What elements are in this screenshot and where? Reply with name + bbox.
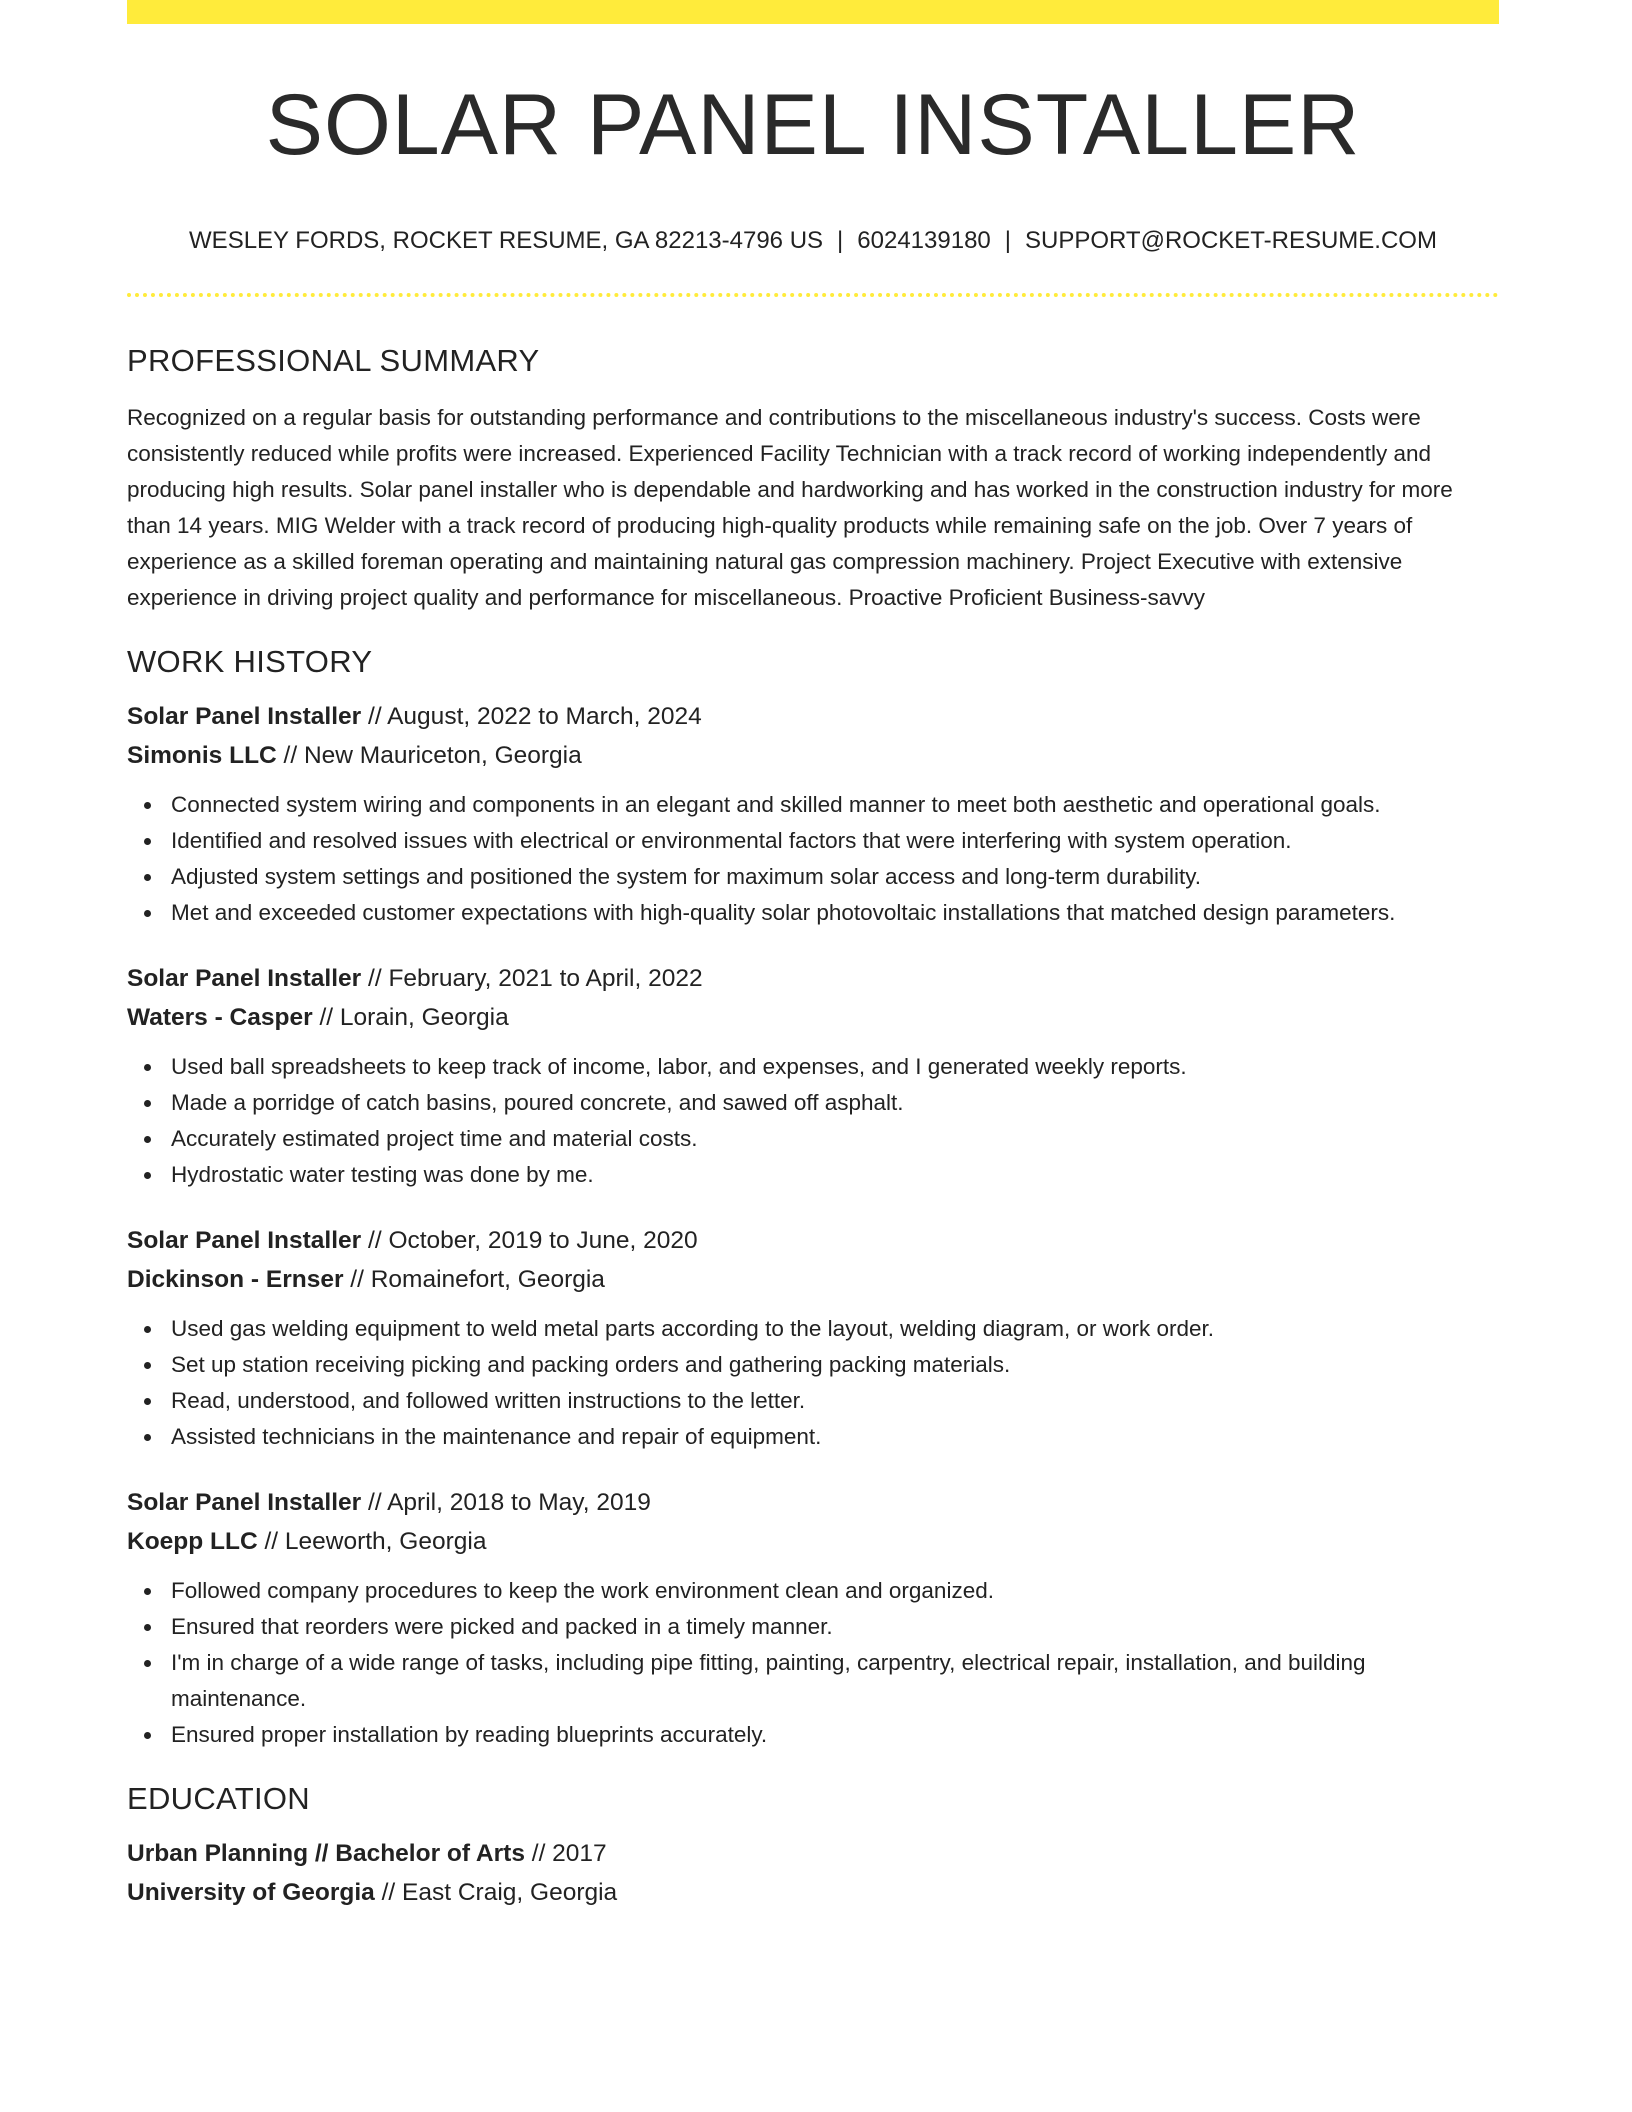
resume-title: SOLAR PANEL INSTALLER	[265, 77, 1361, 173]
job-bullet: Adjusted system settings and positioned the system for maximum solar access and long-term durability.	[127, 859, 1499, 895]
job-bullet: Connected system wiring and components in an elegant and skilled manner to meet both aesthetic and operational goals.	[127, 787, 1499, 823]
job-bullet: Ensured that reorders were picked and packed in a timely manner.	[127, 1609, 1499, 1645]
accent-bar	[127, 0, 1499, 24]
contact-email: SUPPORT@ROCKET-RESUME.COM	[1025, 227, 1437, 254]
job-bullet: Made a porridge of catch basins, poured concrete, and sawed off asphalt.	[127, 1085, 1499, 1121]
job-bullet: Met and exceeded customer expectations with high-quality solar photovoltaic installations that matched design parameters.	[127, 895, 1499, 931]
job-entry	[127, 1483, 1499, 1753]
job-bullet: Identified and resolved issues with electrical or environmental factors that were interfering with system operation.	[127, 823, 1499, 859]
job-title-line	[127, 959, 1499, 998]
contact-phone: 6024139180	[857, 227, 991, 254]
job-location: // Leeworth, Georgia	[257, 1528, 487, 1555]
job-title: Solar Panel Installer	[127, 703, 362, 730]
job-company: Dickinson - Ernser	[127, 1266, 344, 1293]
job-bullet: Assisted technicians in the maintenance and repair of equipment.	[127, 1419, 1499, 1455]
job-bullets	[127, 1311, 1499, 1455]
job-dates: // October, 2019 to June, 2020	[361, 1227, 698, 1254]
education-school: University of Georgia	[127, 1879, 375, 1906]
work-history-heading: WORK HISTORY	[127, 644, 373, 679]
job-bullet: Accurately estimated project time and material costs.	[127, 1121, 1499, 1157]
job-dates: // February, 2021 to April, 2022	[361, 965, 703, 992]
summary-heading: PROFESSIONAL SUMMARY	[127, 343, 540, 378]
job-location: // Lorain, Georgia	[312, 1004, 509, 1031]
job-company-line	[127, 998, 1499, 1037]
job-title: Solar Panel Installer	[127, 965, 362, 992]
contact-address: WESLEY FORDS, ROCKET RESUME, GA 82213-4796 US	[189, 227, 824, 254]
job-bullets	[127, 1049, 1499, 1193]
education-year: // 2017	[524, 1840, 607, 1867]
education-degree: Urban Planning // Bachelor of Arts	[127, 1840, 525, 1867]
education-entry	[127, 1834, 1499, 1912]
job-location: // New Mauriceton, Georgia	[276, 742, 582, 769]
resume-page	[127, 0, 1499, 1912]
summary-text: Recognized on a regular basis for outstanding performance and contributions to the miscellaneous industry's success. Costs were consistently reduced while profits were increased. Experienced Facility Technician with a track record of working independently and producing high results. Solar panel installer who is dependable and hardworking and has worked in the construction industry for more than 14 years. MIG Welder with a track record of producing high-quality products while remaining safe on the job. Over 7 years of experience as a skilled foreman operating and maintaining natural gas compression machinery. Project Executive with extensive experience in driving project quality and performance for miscellaneous. Proactive Proficient Business-savvy	[127, 405, 1453, 610]
job-entry	[127, 1221, 1499, 1455]
job-bullets	[127, 1573, 1499, 1753]
job-company: Koepp LLC	[127, 1528, 258, 1555]
education-school-line	[127, 1873, 1499, 1912]
job-company-line	[127, 736, 1499, 775]
contact-separator: |	[1004, 227, 1011, 254]
job-bullet: Used ball spreadsheets to keep track of income, labor, and expenses, and I generated weekly reports.	[127, 1049, 1499, 1085]
job-title: Solar Panel Installer	[127, 1489, 362, 1516]
job-bullet: Read, understood, and followed written instructions to the letter.	[127, 1383, 1499, 1419]
education-degree-line	[127, 1834, 1499, 1873]
job-bullet: I'm in charge of a wide range of tasks, including pipe fitting, painting, carpentry, electrical repair, installation, and building maintenance.	[127, 1645, 1499, 1717]
job-company: Simonis LLC	[127, 742, 277, 769]
job-bullet: Set up station receiving picking and packing orders and gathering packing materials.	[127, 1347, 1499, 1383]
job-company-line	[127, 1522, 1499, 1561]
job-bullet: Hydrostatic water testing was done by me.	[127, 1157, 1499, 1193]
contact-line	[127, 229, 1499, 253]
education-location: // East Craig, Georgia	[374, 1879, 618, 1906]
dotted-divider	[127, 293, 1499, 297]
job-dates: // August, 2022 to March, 2024	[361, 703, 702, 730]
job-location: // Romainefort, Georgia	[343, 1266, 605, 1293]
job-bullet: Ensured proper installation by reading blueprints accurately.	[127, 1717, 1499, 1753]
job-title-line	[127, 1221, 1499, 1260]
job-company: Waters - Casper	[127, 1004, 313, 1031]
contact-separator: |	[837, 227, 844, 254]
education-heading: EDUCATION	[127, 1781, 310, 1816]
job-entry	[127, 959, 1499, 1193]
job-bullets	[127, 787, 1499, 931]
job-entry	[127, 697, 1499, 931]
job-bullet: Used gas welding equipment to weld metal parts according to the layout, welding diagram, or work order.	[127, 1311, 1499, 1347]
job-company-line	[127, 1260, 1499, 1299]
job-title: Solar Panel Installer	[127, 1227, 362, 1254]
job-dates: // April, 2018 to May, 2019	[361, 1489, 651, 1516]
job-title-line	[127, 697, 1499, 736]
job-title-line	[127, 1483, 1499, 1522]
job-bullet: Followed company procedures to keep the work environment clean and organized.	[127, 1573, 1499, 1609]
